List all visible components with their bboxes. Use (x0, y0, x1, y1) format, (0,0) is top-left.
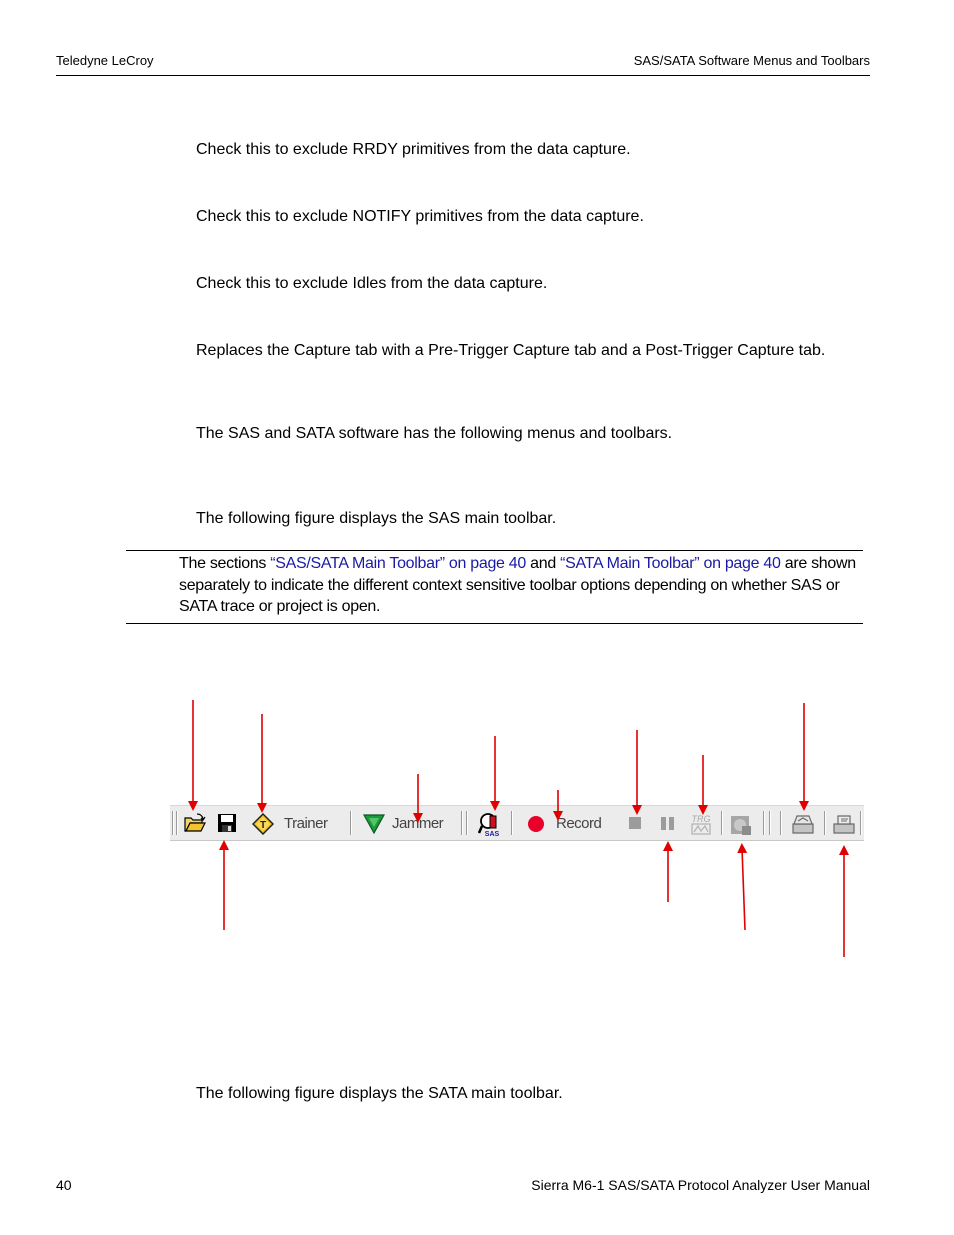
record-label[interactable]: Record (556, 815, 602, 832)
note-mid: and (526, 555, 561, 572)
toolbar-grip-2 (176, 811, 178, 835)
separator-7 (769, 811, 771, 835)
save-disk-icon[interactable] (216, 812, 238, 834)
svg-text:TRG: TRG (691, 814, 711, 824)
link-sata-main-toolbar[interactable]: “SATA Main Toolbar” on page 40 (560, 555, 781, 572)
jammer-label[interactable]: Jammer (392, 815, 444, 832)
svg-text:T: T (259, 820, 267, 831)
trainer-icon[interactable] (252, 813, 274, 835)
print-icon[interactable] (790, 812, 816, 836)
separator-3 (466, 811, 468, 835)
separator-1 (350, 811, 352, 835)
separator-2 (461, 811, 463, 835)
capture-config-icon[interactable] (728, 812, 754, 838)
paragraph-notify: Check this to exclude NOTIFY primitives from the data capture. (196, 208, 644, 225)
svg-text:SAS: SAS (484, 831, 500, 837)
footer-title: Sierra M6-1 SAS/SATA Protocol Analyzer User Manual (531, 1177, 870, 1193)
separator-8 (780, 811, 782, 835)
trainer-label[interactable]: Trainer (284, 815, 328, 832)
separator-6 (763, 811, 765, 835)
jammer-icon[interactable] (363, 814, 385, 834)
trigger-icon[interactable] (688, 811, 716, 837)
header-rule (56, 75, 870, 76)
link-sas-sata-main-toolbar[interactable]: “SAS/SATA Main Toolbar” on page 40 (270, 555, 526, 572)
search-sas-icon[interactable] (478, 811, 504, 837)
separator-4 (511, 811, 513, 835)
paragraph-idles: Check this to exclude Idles from the data capture. (196, 275, 548, 292)
paragraph-rrdy: Check this to exclude RRDY primitives from the data capture. (196, 141, 631, 158)
note-prefix: The sections (179, 555, 271, 572)
open-folder-icon[interactable] (183, 812, 207, 834)
paragraph-menus-intro: The SAS and SATA software has the following menus and toolbars. (196, 425, 673, 442)
paragraph-pretrigger: Replaces the Capture tab with a Pre-Trigger Capture tab and a Post-Trigger Capture tab. (196, 342, 826, 359)
separator-9 (824, 811, 826, 835)
note-bottom-rule (126, 623, 863, 624)
separator-5 (721, 811, 723, 835)
separator-10 (860, 811, 862, 835)
arrow-capture-config (742, 848, 745, 930)
paragraph-sata-toolbar: The following figure displays the SATA main toolbar. (196, 1085, 563, 1102)
print-setup-icon[interactable] (831, 812, 857, 836)
sas-main-toolbar-figure (170, 805, 864, 841)
header-right: SAS/SATA Software Menus and Toolbars (633, 53, 870, 68)
note-suffix: are shown separately to indicate the different context sensitive toolbar options depending on whether SAS or SATA trace or project is open. (179, 555, 856, 615)
paragraph-sas-toolbar: The following figure displays the SAS main toolbar. (196, 510, 557, 527)
pause-icon[interactable] (660, 816, 676, 831)
page-number: 40 (56, 1177, 72, 1193)
stop-icon[interactable] (628, 816, 642, 830)
note-box (179, 553, 859, 618)
toolbar-grip (172, 811, 174, 835)
note-top-rule (126, 550, 863, 551)
record-dot-icon[interactable] (527, 815, 545, 833)
header-left: Teledyne LeCroy (56, 53, 154, 68)
